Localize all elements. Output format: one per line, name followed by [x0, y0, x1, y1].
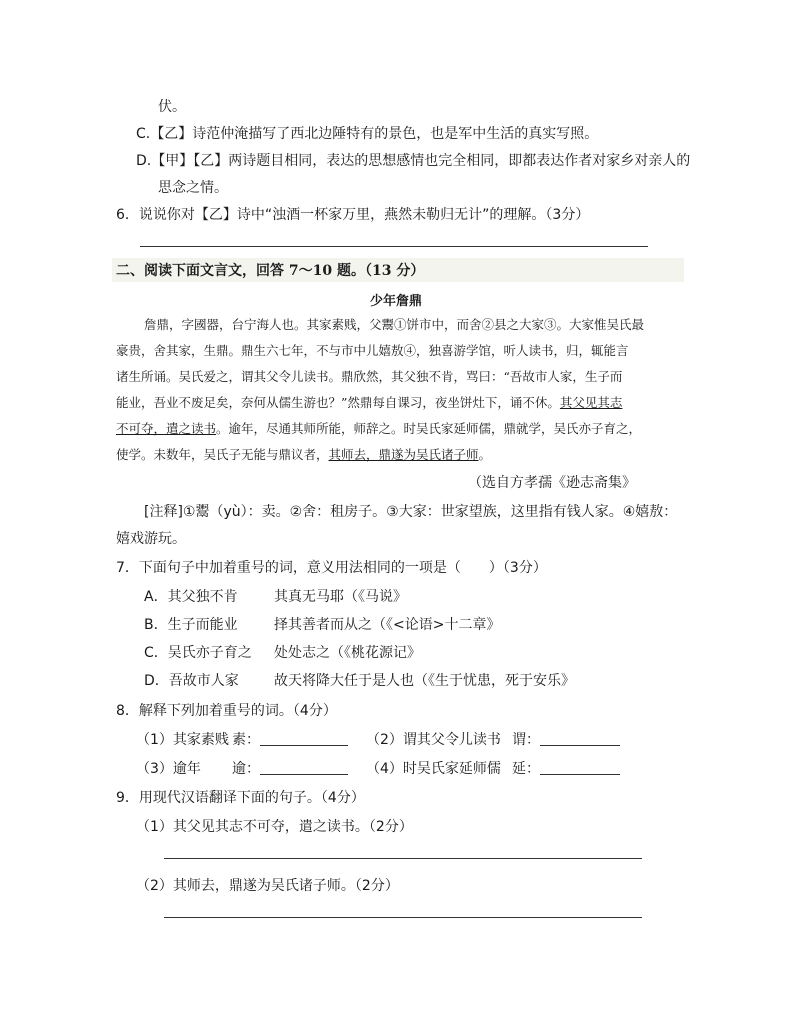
q8-item-2-label: 谓：	[512, 732, 540, 748]
q7-option-c-right: 处处志之（《桃花源记》	[274, 645, 421, 661]
passage-source: （选自方孝孺《逊志斋集》	[468, 475, 636, 491]
q5-continuation: 伏。	[158, 99, 186, 115]
q5-option-d-line1: D.【甲】【乙】两诗题目相同，表达的思想感情也完全相同，即都表达作者对家乡对亲人的	[136, 153, 691, 169]
q9-answer-line-2[interactable]	[164, 917, 642, 918]
passage-title: 少年詹鼎	[370, 294, 423, 309]
q8-item-3: （3）逾年	[136, 761, 201, 777]
q5-option-c: C.【乙】诗范仲淹描写了西北边陲特有的景色，也是军中生活的真实写照。	[136, 126, 599, 142]
q8-item-4: （4）时吴氏家延师儒	[366, 761, 501, 777]
q8-stem: 8．解释下列加着重号的词。（4分）	[116, 703, 337, 719]
q8-item-4-blank[interactable]	[540, 774, 620, 775]
notes-line-2: 嬉戏游玩。	[116, 531, 186, 547]
q6-stem: 6．说说你对【乙】诗中“浊酒一杯家万里，燕然未勒归无计”的理解。（3分）	[116, 207, 590, 223]
q8-item-4-label: 延：	[512, 761, 540, 777]
q8-item-1-label: 素：	[232, 732, 260, 748]
section2-title: 二、阅读下面文言文，回答 7～10 题。（13 分）	[116, 263, 425, 279]
q9-answer-line-1[interactable]	[164, 858, 642, 859]
passage-line-2: 豪贵，舍其家，生鼎。鼎生六七年，不与市中儿嬉敖④，独喜游学馆，听人读书，归，辄能言	[116, 343, 629, 358]
passage-line-4-text: 能业，吾业不废足矣，奈何从儒生游也？”然鼎每自课习，夜坐饼灶下，诵不休。	[116, 395, 560, 410]
q8-item-2: （2）谓其父令儿读书	[366, 732, 501, 748]
passage-line-6	[116, 446, 491, 464]
q7-option-a-left: A．其父独不肯	[144, 589, 238, 605]
q7-stem: 7．下面句子中加着重号的词，意义用法相同的一项是（ ）（3分）	[116, 560, 547, 576]
passage-underlined-sentence-1a: 其父见其志	[559, 395, 623, 410]
q8-item-1-blank[interactable]	[260, 745, 348, 746]
passage-underlined-sentence-1b: 不可夺，遣之读书	[116, 421, 217, 436]
q7-option-a-right: 其真无马耶（《马说》	[274, 589, 407, 605]
passage-underlined-sentence-2: 其师去，鼎遂为吴氏诸子师	[328, 447, 479, 462]
passage-line-4	[116, 394, 622, 412]
q8-item-3-blank[interactable]	[260, 774, 348, 775]
q7-option-d-left: D．吾故市人家	[144, 673, 239, 689]
q8-item-1: （1）其家素贱	[136, 732, 229, 748]
q9-sentence-2: （2）其师去，鼎遂为吴氏诸子师。（2分）	[136, 878, 399, 894]
q8-item-3-label: 逾：	[232, 761, 260, 777]
passage-line-6-end: 。	[478, 447, 492, 462]
passage-line-5-text: 。逾年，尽通其师所能，师辞之。时吴氏家延师儒，鼎就学，吴氏亦子育之，	[216, 421, 642, 436]
q9-stem: 9．用现代汉语翻译下面的句子。（4分）	[116, 790, 365, 806]
q7-option-b-right: 择其善者而从之（《<论语>十二章》	[274, 617, 501, 633]
passage-line-3: 诸生所诵。吴氏爱之，谓其父令儿读书。鼎欣然，其父独不肯，骂曰：“吾故市人家，生子而	[116, 369, 623, 384]
passage-line-1: 詹鼎，字國器，台宁海人也。其家素贱，父鬻①饼市中，而舍②县之大家③。大家惟吴氏最	[144, 317, 645, 332]
q7-option-d-right: 故天将降大任于是人也（《生于忧患，死于安乐》	[274, 673, 575, 689]
q8-item-2-blank[interactable]	[540, 745, 620, 746]
passage-line-6-text: 使学。未数年，吴氏子无能与鼎议者，	[116, 447, 329, 462]
q7-option-c-left: C．吴氏亦子育之	[144, 645, 252, 661]
notes-line-1: [注释]①鬻（yù）：卖。②舍：租房子。③大家：世家望族，这里指有钱人家。④嬉敖：	[144, 504, 678, 520]
q6-answer-line	[140, 246, 648, 247]
q7-option-b-left: B．生子而能业	[144, 617, 238, 633]
q5-option-d-line2: 思念之情。	[158, 180, 228, 196]
q9-sentence-1: （1）其父见其志不可夺，遣之读书。（2分）	[136, 819, 413, 835]
passage-line-5	[116, 420, 641, 438]
